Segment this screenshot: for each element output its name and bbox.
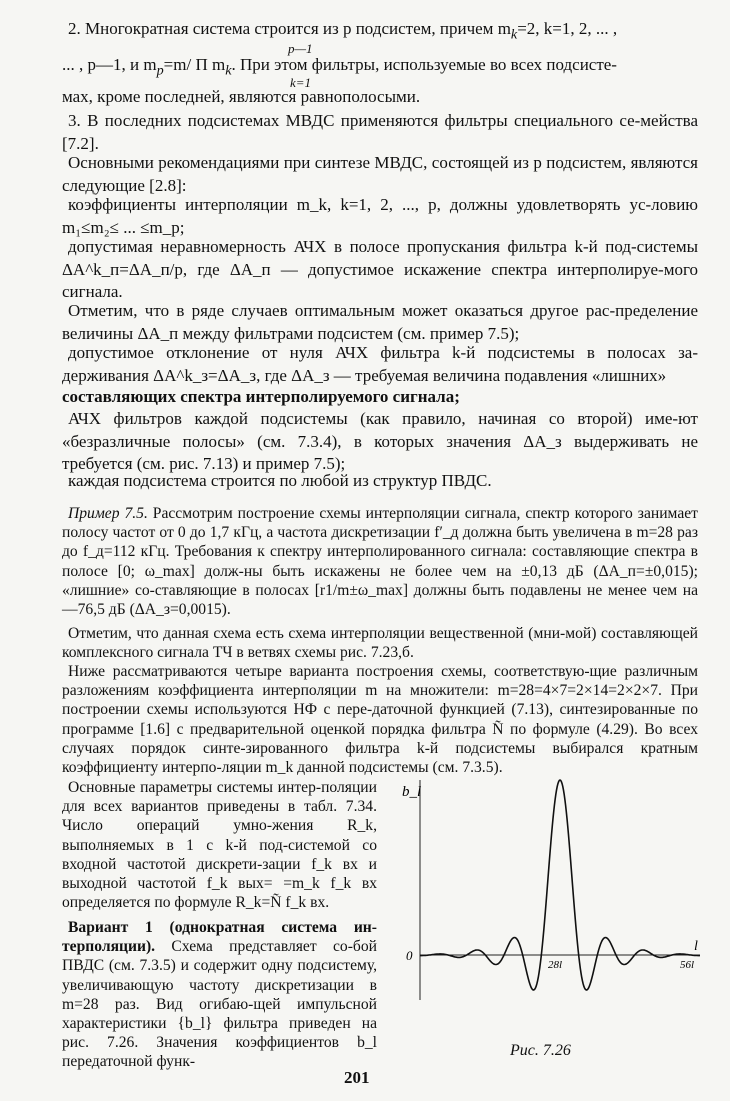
paragraph-4: коэффициенты интерполяции m_k, k=1, 2, ..., p, должны удовлетворять ус-ловию m₁≤m₂≤ ... ≤m_p; xyxy=(62,195,698,237)
variant-1-heading: Вариант 1 (однократная система ин-терполяции). xyxy=(62,919,377,956)
origin-label: 0 xyxy=(406,948,413,963)
paragraph-12: Основные параметры системы интер-поляции для всех вариантов приведены в табл. 7.34. Число операций умно-жения R_k, выполняемых в 1 с k-й под-системой со входной частотой дискрети-зации f_k вх и выходной частотой f_k вых= =m_k f_k вх определяется по формуле R_k=Ñ f_k вх. xyxy=(62,779,377,912)
paragraph-1-line-1: 2. Многократная система строится из p подсистем, причем $m_k=2$, k=1, 2, ... , xyxy=(68,19,618,43)
product-lower-limit: k=1 xyxy=(290,75,312,90)
page-number: 201 xyxy=(344,1068,370,1087)
paragraph-6: Отметим, что в ряде случаев оптимальным может оказаться другое рас-пределение величины ΔA_п между фильтрами подсистем (см. пример 7.5); xyxy=(62,301,698,343)
paragraph-10: Отметим, что данная схема есть схема интерполяции вещественной (мни-мой) составляющей комплексного сигнала ТЧ в ветвях схемы рис. 7.23,б. xyxy=(62,625,698,662)
paragraph-7-line-1: допустимое отклонение от нуля АЧХ фильтра k-й подсистемы в полосах за-держивания ΔA^k_з=ΔA_з, где ΔA_з — требуемая величина подавления «лишних» xyxy=(62,343,698,385)
x-axis-label: l xyxy=(694,939,698,954)
example-label: Пример 7.5. xyxy=(68,505,148,522)
product-upper-limit: p—1 xyxy=(288,41,313,56)
y-axis-label: b_l xyxy=(402,784,422,800)
paragraph-3: Основными рекомендациями при синтезе МВДС, состоящей из p подсистем, являются следующие [2.8]: xyxy=(62,153,698,195)
paragraph-13: Вариант 1 (однократная система ин-терполяции). Схема представляет со-бой ПВДС (см. 7.3.5) и содержит одну подсистему, увеличивающую частоту дискретизации в m=28 раз. Вид огибаю-щей импульсной характеристики {b_l} фильтра приведен на рис. 7.26. Значения коэффициентов b_l передаточной функ- xyxy=(62,919,378,1071)
paragraph-1-line-3: мах, кроме последней, являются равнополосыми. xyxy=(62,87,421,106)
paragraph-9: каждая подсистема строится по любой из структур ПВДС. xyxy=(68,471,492,490)
end-tick-label: 56l xyxy=(680,959,695,971)
example-7-5: Пример 7.5. Рассмотрим построение схемы интерполяции сигнала, спектр которого занимает полосу частот от 0 до 1,7 кГц, а частота дискретизации f′_д должна быть увеличена в m=28 раз до f_д=112 кГц. Требования к спектру интерполированного сигнала: составляющие спектра в полосе [0; ω_max] долж-ны быть искажены не более чем на ±0,13 дБ (ΔA_п=±0,015); «лишние» со-ставляющие в полосах [r1/m±ω_max] должны быть подавлены не менее чем на —76,5 дБ (ΔA_з=0,0015). xyxy=(62,505,698,619)
paragraph-5: допустимая неравномерность АЧХ в полосе пропускания фильтра k-й под-системы ΔA^k_п=ΔA_п/p, где ΔA_п — допустимое искажение спектра интерполируе-мого сигнала. xyxy=(62,237,698,301)
paragraph-8: АЧХ фильтров каждой подсистемы (как правило, начиная со второй) име-ют «безразличные полосы» (см. 7.3.4), в которых значения ΔA_з выдерживать не требуется (см. рис. 7.13) и пример 7.5); xyxy=(62,409,698,473)
paragraph-2: 3. В последних подсистемах МВДС применяются фильтры специального се-мейства [7.2]. xyxy=(62,111,698,153)
paragraph-11: Ниже рассматриваются четыре варианта построения схемы, соответствую-щие различным разложениям коэффициента интерполяции m на множители: m=28=4×7=2×14=2×2×7. При построении схемы используются НФ с пере-даточной функцией (7.13), синтезированные по программе [1.6] с предварительной оценкой порядка фильтра Ñ по формуле (4.29). Во всех случаях порядок синте-зированного фильтра k-й подсистемы выбирался кратным коэффициенту интерпо-ляции m_k данной подсистемы (см. 7.3.5). xyxy=(62,663,698,777)
paragraph-1-line-2: ... , p—1, и $m_p=m/$ Π $m_k$. При этом фильтры, используемые во всех подсисте- xyxy=(62,55,617,79)
figure-7-26 xyxy=(382,770,712,1070)
figure-caption: Рис. 7.26 xyxy=(510,1042,571,1059)
paragraph-7-line-2: составляющих спектра интерполируемого сигнала; xyxy=(62,387,460,406)
mid-tick-label: 28l xyxy=(548,959,563,971)
